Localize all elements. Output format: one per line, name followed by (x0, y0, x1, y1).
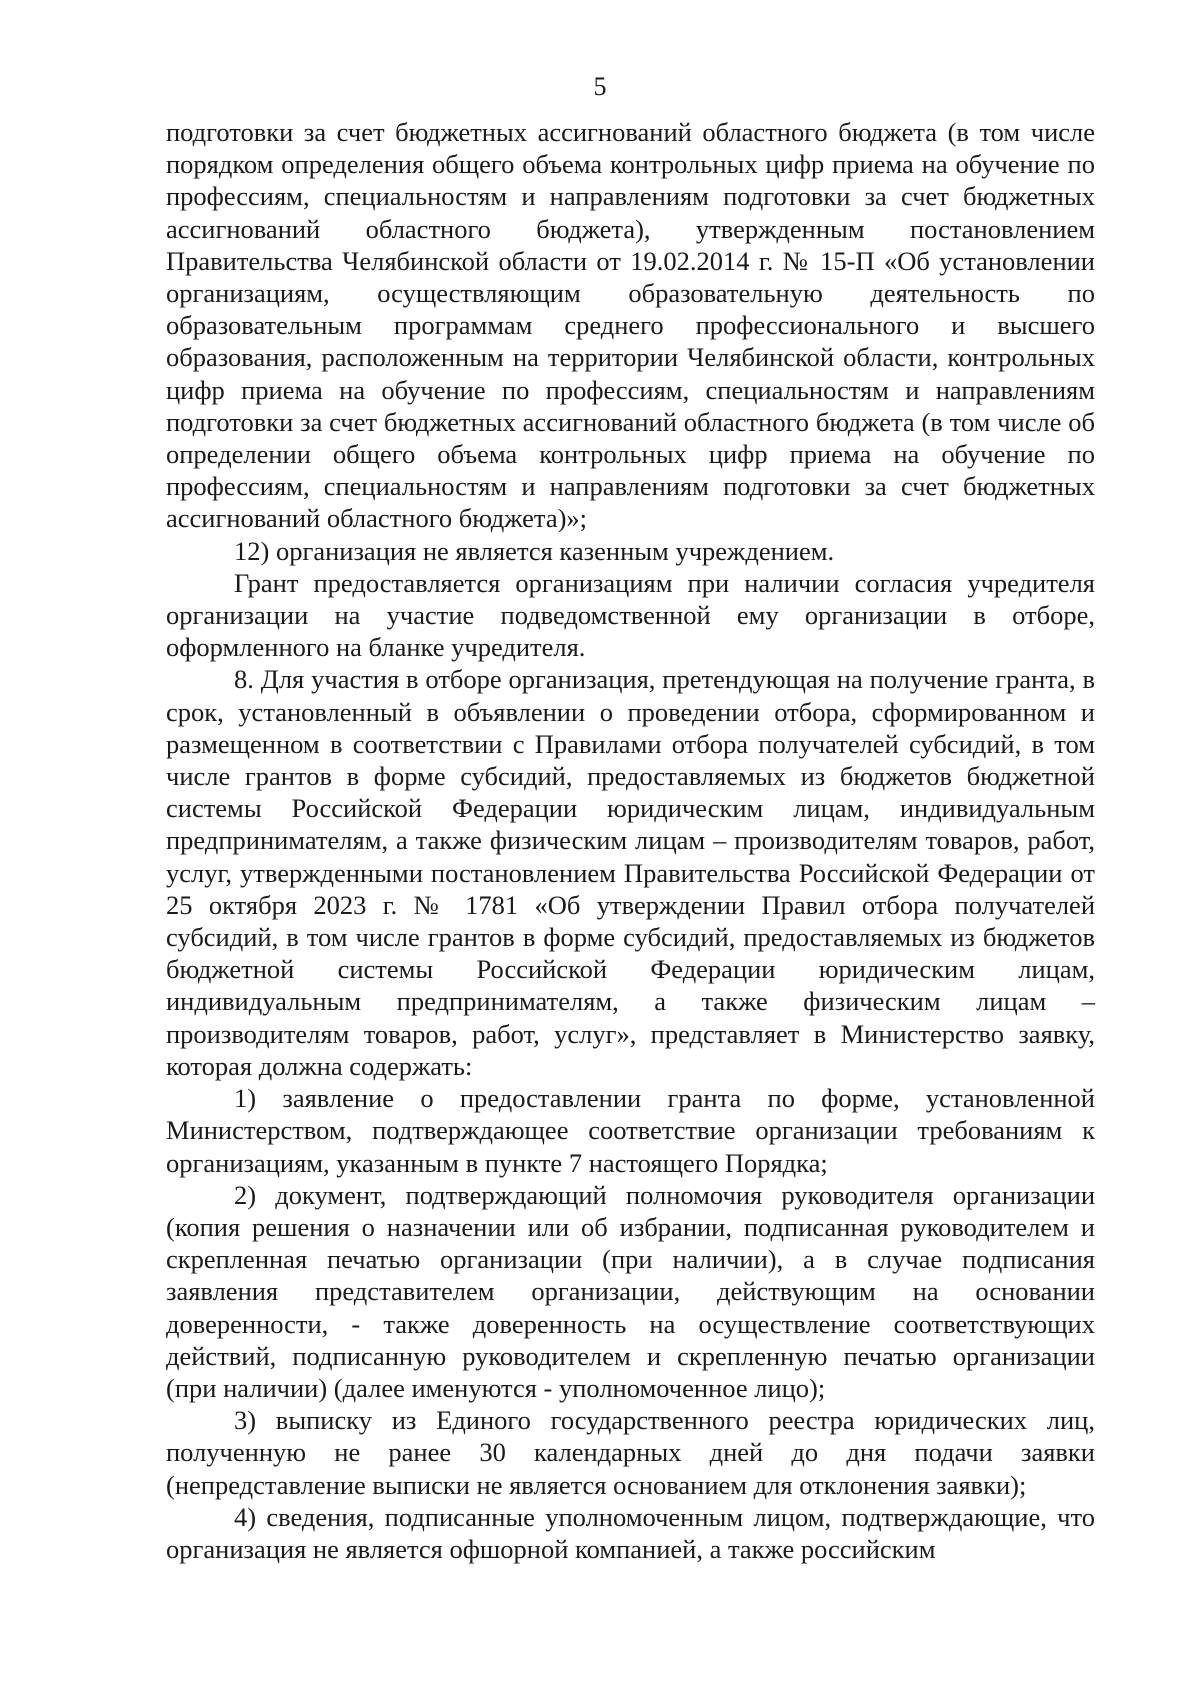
paragraph-grant-consent: Грант предоставляется организациям при наличии согласия учредителя организации на участие подведомственной ему организации в отборе, оформленного на бланке учредителя. (166, 567, 1095, 663)
document-body (166, 116, 1095, 1565)
paragraph-item-4: 4) сведения, подписанные уполномоченным лицом, подтверждающие, что организация не является офшорной компанией, а также российским (166, 1501, 1095, 1564)
page-number: 5 (593, 72, 607, 101)
paragraph-item-1: 1) заявление о предоставлении гранта по форме, установленной Министерством, подтверждающее соответствие организации требованиям к организациям, указанным в пункте 7 настоящего Порядка; (166, 1083, 1095, 1178)
paragraph-section-8: 8. Для участия в отборе организация, претендующая на получение гранта, в срок, установленный в объявлении о проведении отбора, сформированном и размещенном в соответствии с Правилами отбора получателей субсидий, в том числе грантов в форме субсидий, предоставляемых из бюджетов бюджетной системы Российской Федерации юридическим лицам, индивидуальным предпринимателям, а также физическим лицам – производителям товаров, работ, услуг, утвержденными постановлением Правительства Российской Федерации от 25 октября 2023 г. № 1781 «Об утверждении Правил отбора получателей субсидий, в том числе грантов в форме субсидий, предоставляемых из бюджетов бюджетной системы Российской Федерации юридическим лицам, индивидуальным предпринимателям, а также физическим лицам – производителям товаров, работ, услуг», представляет в Министерство заявку, которая должна содержать: (166, 664, 1095, 1081)
paragraph-item-3: 3) выписку из Единого государственного реестра юридических лиц, полученную не ранее 30 календарных дней до дня подачи заявки (непредставление выписки не является основанием для отклонения заявки); (166, 1405, 1095, 1500)
paragraph-continuation: подготовки за счет бюджетных ассигнований областного бюджета (в том числе порядком определения общего объема контрольных цифр приема на обучение по профессиям, специальностям и направлениям подготовки за счет бюджетных ассигнований областного бюджета), утвержденным постановлением Правительства Челябинской области от 19.02.2014 г. № 15-П «Об установлении организациям, осуществляющим образовательную деятельность по образовательным программам среднего профессионального и высшего образования, расположенным на территории Челябинской области, контрольных цифр приема на обучение по профессиям, специальностям и направлениям подготовки за счет бюджетных ассигнований областного бюджета (в том числе об определении общего объема контрольных цифр приема на обучение по профессиям, специальностям и направлениям подготовки за счет бюджетных ассигнований областного бюджета)»; (166, 117, 1095, 534)
paragraph-item-2: 2) документ, подтверждающий полномочия руководителя организации (копия решения о назначении или об избрании, подписанная руководителем и скрепленная печатью организации (при наличии), а в случае подписания заявления представителем организации, действующим на основании доверенности, - также доверенность на осуществление соответствующих действий, подписанную руководителем и скрепленную печатью организации (при наличии) (далее именуются - уполномоченное лицо); (166, 1179, 1095, 1403)
paragraph-item-12: 12) организация не является казенным учреждением. (234, 535, 835, 566)
